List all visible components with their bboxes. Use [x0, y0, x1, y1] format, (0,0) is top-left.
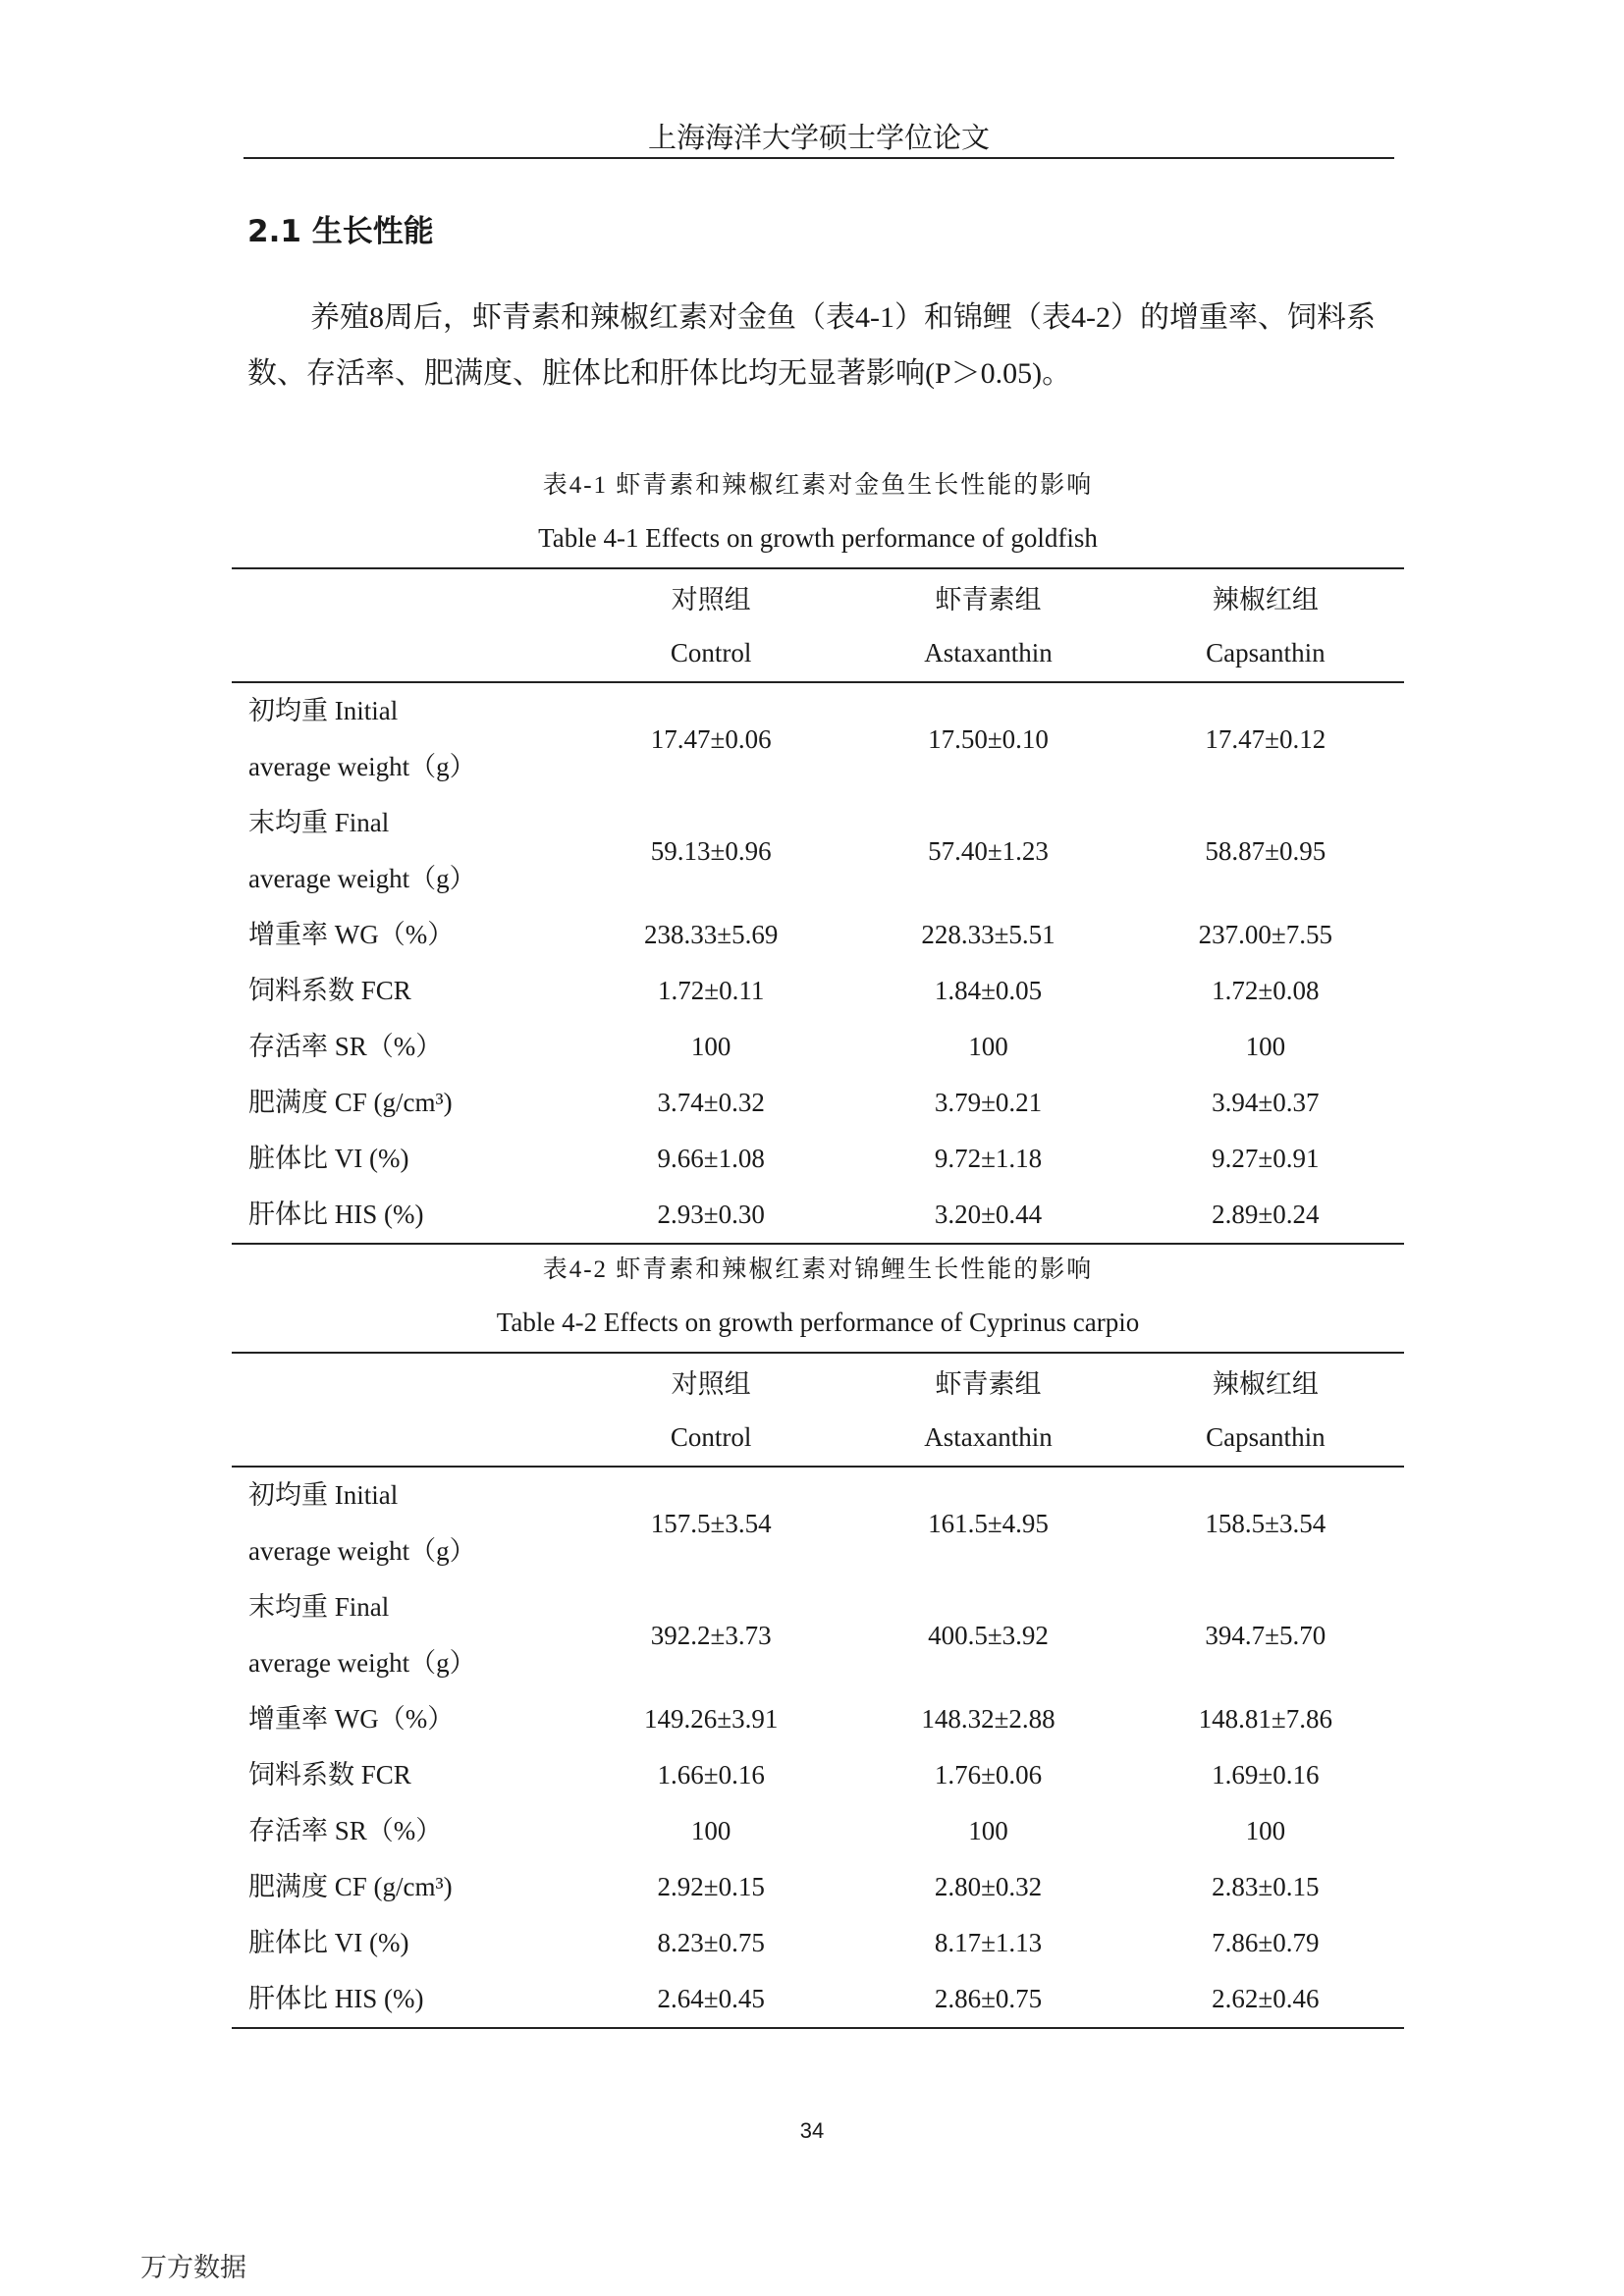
header-blank-cell	[232, 1410, 572, 1467]
column-header-cn: 对照组	[572, 1353, 849, 1410]
cell-value: 9.66±1.08	[657, 1144, 765, 1173]
column-header-cn: 辣椒红组	[1127, 568, 1404, 625]
table-row	[232, 1859, 1404, 1915]
running-header: 上海海洋大学硕士学位论文	[647, 123, 990, 154]
body-paragraph: 养殖8周后，虾青素和辣椒红素对金鱼（表4-1）和锦鲤（表4-2）的增重率、饲料系数、存活率、肥满度、脏体比和肝体比均无显著影响(P＞0.05)。	[247, 301, 1376, 390]
cell-value: 237.00±7.55	[1198, 920, 1332, 949]
cell-value: 3.79±0.21	[934, 1088, 1043, 1117]
row-label-line: 存活率 SR（%）	[248, 1816, 443, 1845]
cell-value: 158.5±3.54	[1205, 1508, 1326, 1538]
row-label-line: 初均重 Initial	[248, 1480, 399, 1510]
row-label	[232, 682, 572, 795]
row-label-line: 肥满度 CF (g/cm³)	[248, 1088, 453, 1117]
cell-value: 17.47±0.06	[650, 723, 772, 754]
row-label-line: 末均重 Final	[248, 1592, 390, 1622]
row-label-line: 存活率 SR（%）	[248, 1032, 443, 1061]
row-label-line: 肥满度 CF (g/cm³)	[248, 1872, 453, 1901]
cell-value: 148.32±2.88	[921, 1704, 1056, 1734]
header-rule	[244, 157, 1394, 159]
column-header-en: Capsanthin	[1127, 625, 1404, 682]
column-header-en: Control	[572, 625, 849, 682]
row-label-line: 饲料系数 FCR	[248, 1760, 411, 1789]
row-label-line: average weight（g）	[248, 864, 476, 893]
table-1-caption-en: Table 4-1 Effects on growth performance of goldfish	[538, 523, 1098, 553]
row-label	[232, 1915, 572, 1971]
cell-value: 3.94±0.37	[1212, 1088, 1320, 1117]
row-label	[232, 1019, 572, 1075]
cell-value: 161.5±4.95	[928, 1508, 1049, 1538]
row-label-line: 肝体比 HIS (%)	[248, 1200, 424, 1229]
cell-value: 1.66±0.16	[657, 1760, 765, 1789]
cell-value: 2.92±0.15	[657, 1872, 765, 1901]
column-header-en: Capsanthin	[1127, 1410, 1404, 1467]
header-row-cn	[232, 568, 1404, 625]
table-row	[232, 682, 1404, 795]
cell-value: 58.87±0.95	[1205, 835, 1326, 866]
cell-value: 238.33±5.69	[644, 920, 779, 949]
table-2-caption-en: Table 4-2 Effects on growth performance of Cyprinus carpio	[496, 1308, 1140, 1337]
table-row	[232, 1075, 1404, 1131]
cell-value: 100	[1245, 1032, 1286, 1061]
row-label	[232, 963, 572, 1019]
cell-value: 17.47±0.12	[1205, 723, 1326, 754]
cell-value: 9.27±0.91	[1212, 1144, 1320, 1173]
cell-value: 9.72±1.18	[934, 1144, 1043, 1173]
cell-value: 2.89±0.24	[1127, 1187, 1404, 1244]
cell-value: 149.26±3.91	[644, 1704, 779, 1734]
header-row-cn	[232, 1353, 1404, 1410]
column-header-cn: 虾青素组	[849, 1353, 1126, 1410]
cell-value: 1.72±0.08	[1212, 976, 1320, 1005]
row-label-line: 脏体比 VI (%)	[248, 1144, 409, 1173]
cell-value: 3.20±0.44	[849, 1187, 1126, 1244]
cell-value: 2.62±0.46	[1127, 1971, 1404, 2028]
row-label-line: 脏体比 VI (%)	[248, 1928, 409, 1957]
column-header-en: Astaxanthin	[849, 625, 1126, 682]
table-row	[232, 1971, 1404, 2028]
table-goldfish-growth	[232, 567, 1404, 1245]
cell-value: 400.5±3.92	[928, 1620, 1049, 1650]
row-label-line: 初均重 Initial	[248, 696, 399, 725]
page-number: 34	[799, 2118, 825, 2143]
cell-value: 57.40±1.23	[928, 835, 1049, 866]
table-row	[232, 1131, 1404, 1187]
row-label	[232, 1747, 572, 1803]
cell-value: 2.93±0.30	[572, 1187, 849, 1244]
row-label	[232, 1075, 572, 1131]
cell-value: 17.50±0.10	[928, 723, 1049, 754]
row-label	[232, 795, 572, 907]
header-blank-cell	[232, 1353, 572, 1410]
column-header-cn: 对照组	[572, 568, 849, 625]
cell-value: 100	[690, 1032, 731, 1061]
cell-value: 100	[968, 1816, 1008, 1845]
table-row	[232, 1803, 1404, 1859]
table-row	[232, 1691, 1404, 1747]
row-label	[232, 1803, 572, 1859]
cell-value: 3.74±0.32	[657, 1088, 765, 1117]
row-label	[232, 1131, 572, 1187]
column-header-cn: 辣椒红组	[1127, 1353, 1404, 1410]
cell-value: 2.64±0.45	[572, 1971, 849, 2028]
table-row	[232, 963, 1404, 1019]
row-label-line: average weight（g）	[248, 752, 476, 781]
table-row	[232, 795, 1404, 907]
table-1-caption-cn: 表4-1 虾青素和辣椒红素对金鱼生长性能的影响	[542, 472, 1094, 499]
table-2-caption-cn: 表4-2 虾青素和辣椒红素对锦鲤生长性能的影响	[542, 1256, 1094, 1283]
cell-value: 100	[1245, 1816, 1286, 1845]
cell-value: 7.86±0.79	[1212, 1928, 1320, 1957]
row-label	[232, 1859, 572, 1915]
column-header-en: Astaxanthin	[849, 1410, 1126, 1467]
table-koi-growth	[232, 1352, 1404, 2029]
cell-value: 2.83±0.15	[1212, 1872, 1320, 1901]
row-label-line: 增重率 WG（%）	[248, 920, 455, 949]
cell-value: 100	[968, 1032, 1008, 1061]
section-heading: 2.1 生长性能	[247, 214, 434, 249]
row-label	[232, 907, 572, 963]
column-header-en: Control	[572, 1410, 849, 1467]
row-label	[232, 1971, 572, 2028]
row-label	[232, 1467, 572, 1579]
cell-value: 1.76±0.06	[934, 1760, 1043, 1789]
cell-value: 1.72±0.11	[658, 976, 765, 1005]
row-label-line: average weight（g）	[248, 1536, 476, 1566]
row-label-line: 饲料系数 FCR	[248, 976, 411, 1005]
cell-value: 100	[690, 1816, 731, 1845]
header-row-en	[232, 625, 1404, 682]
table-row	[232, 907, 1404, 963]
cell-value: 1.69±0.16	[1212, 1760, 1320, 1789]
table-row	[232, 1187, 1404, 1244]
cell-value: 8.17±1.13	[934, 1928, 1043, 1957]
cell-value: 1.84±0.05	[934, 976, 1043, 1005]
header-blank-cell	[232, 625, 572, 682]
table-row	[232, 1915, 1404, 1971]
table-row	[232, 1019, 1404, 1075]
row-label	[232, 1579, 572, 1691]
table-row	[232, 1579, 1404, 1691]
row-label-line: average weight（g）	[248, 1648, 476, 1678]
cell-value: 8.23±0.75	[657, 1928, 765, 1957]
footer-watermark: 万方数据	[140, 2253, 246, 2283]
cell-value: 157.5±3.54	[650, 1508, 772, 1538]
cell-value: 394.7±5.70	[1205, 1620, 1326, 1650]
table-row	[232, 1467, 1404, 1579]
cell-value: 148.81±7.86	[1198, 1704, 1332, 1734]
row-label	[232, 1691, 572, 1747]
cell-value: 59.13±0.96	[650, 835, 772, 866]
row-label	[232, 1187, 572, 1244]
row-label-line: 增重率 WG（%）	[248, 1704, 455, 1734]
table-row	[232, 1747, 1404, 1803]
cell-value: 392.2±3.73	[650, 1620, 772, 1650]
cell-value: 2.86±0.75	[849, 1971, 1126, 2028]
row-label-line: 肝体比 HIS (%)	[248, 1984, 424, 2013]
cell-value: 2.80±0.32	[934, 1872, 1043, 1901]
cell-value: 228.33±5.51	[921, 920, 1056, 949]
header-blank-cell	[232, 568, 572, 625]
row-label-line: 末均重 Final	[248, 808, 390, 837]
column-header-cn: 虾青素组	[849, 568, 1126, 625]
header-row-en	[232, 1410, 1404, 1467]
